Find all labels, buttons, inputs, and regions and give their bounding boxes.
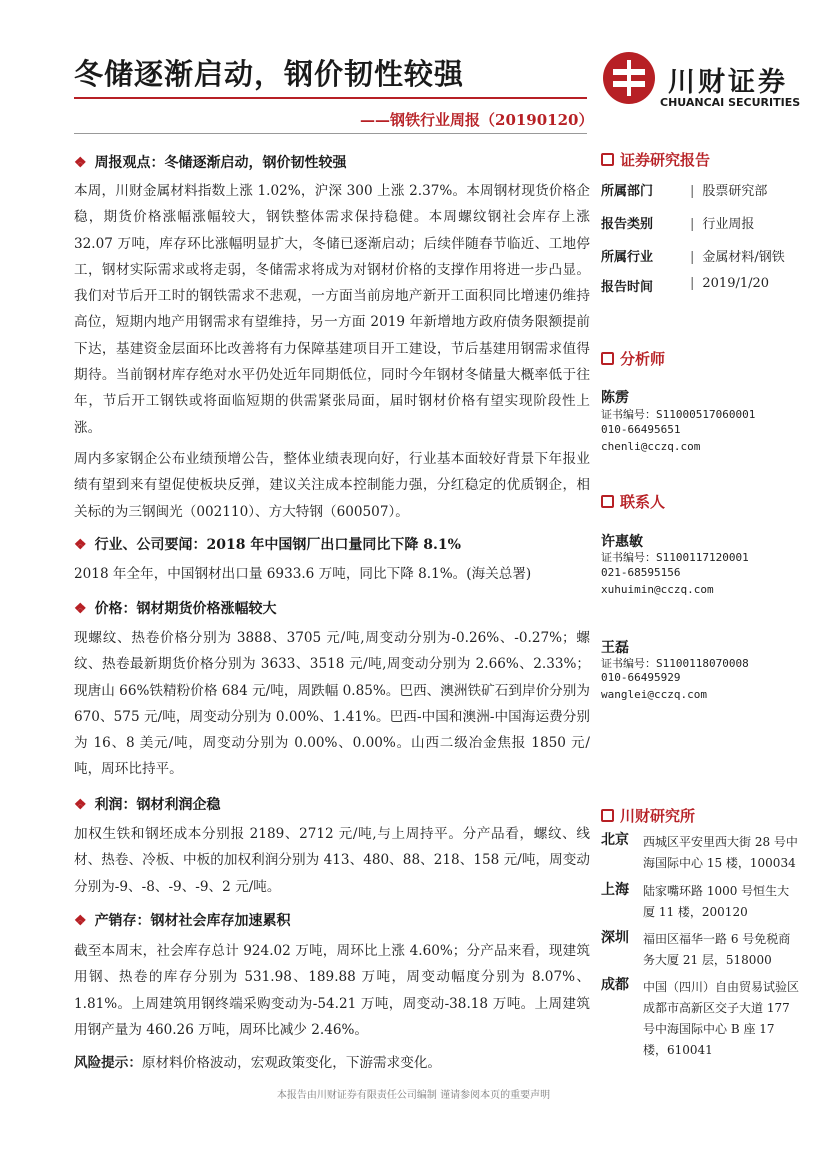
contact-email[interactable]: xuhuimin@cczq.com	[601, 583, 714, 596]
office-city: 上海	[601, 882, 629, 898]
sidebar-heading-text: 川财研究所	[620, 807, 696, 825]
paragraph-inventory: 截至本周末，社会库存总计 924.02 万吨，周环比上涨 4.60%；分产品来看，现建筑用钢、热卷的库存分别为 531.98、189.88 万吨，周变动幅度分别为 8.07%、1.81%。上周建筑用钢终端采购变动为-54.21 万吨，周变动-38.18 万吨。上周建筑用钢产量为 460.26 万吨，周环比减少 2.46%。	[74, 943, 590, 1038]
paragraph-summary-2: 周内多家钢企公布业绩预增公告，整体业绩表现向好，行业基本面较好背景下年报业绩有望到来有望促使板块反弹，建议关注成本控制能力强，分红稳定的优质钢企，相关标的为三钢闽光（002110）、方大特钢（600507）。	[74, 451, 590, 520]
meta-value: | 金属材料/钢铁	[690, 246, 785, 265]
analyst-name: 陈雳	[601, 390, 629, 406]
sidebar-heading-text: 联系人	[620, 493, 666, 511]
sidebar-heading-text: 证券研究报告	[620, 151, 711, 169]
subtitle-rule	[74, 133, 587, 134]
square-marker-icon	[601, 495, 614, 508]
sidebar-heading-report	[601, 149, 710, 170]
meta-label: 所属部门	[601, 184, 654, 199]
square-marker-icon	[601, 352, 614, 365]
meta-label: 所属行业	[601, 250, 654, 265]
brand-name: 川财证券	[668, 67, 788, 98]
analyst-email[interactable]: chenli@cczq.com	[601, 440, 701, 453]
sidebar-heading-institute	[601, 805, 695, 826]
paragraph-news: 2018 年全年，中国钢材出口量 6933.6 万吨，同比下降 8.1%。(海关总署)	[74, 566, 532, 582]
contact-cert: 证书编号：S1100118070008	[601, 657, 749, 670]
analyst-cert: 证书编号：S1100051706000​1	[601, 408, 756, 421]
section-heading-price	[74, 598, 277, 618]
contact-email[interactable]: wanglei@cczq.com	[601, 688, 707, 701]
contact-name: 许惠敏	[601, 534, 643, 550]
sidebar-heading-contact	[601, 491, 665, 512]
section-heading-text: 周报观点：冬储逐渐启动，钢价韧性较强	[94, 155, 347, 171]
meta-label: 报告时间	[601, 280, 654, 295]
title-rule	[74, 97, 587, 99]
meta-label: 报告类别	[601, 217, 654, 232]
diamond-bullet-icon: ❖	[74, 797, 87, 813]
section-heading-summary	[74, 152, 347, 172]
meta-value: | 2019/1/20	[690, 276, 769, 291]
risk-text: 原材料价格波动，宏观政策变化，下游需求变化。	[141, 1055, 442, 1071]
section-heading-news	[74, 534, 461, 554]
report-subtitle: ——钢铁行业周报（20190120）	[360, 111, 594, 129]
diamond-bullet-icon: ❖	[74, 601, 87, 617]
office-address: 西城区平安里西大街 28 号中海国际中心 15 楼，100034	[643, 835, 798, 870]
office-city: 北京	[601, 832, 629, 848]
section-heading-text: 产销存：钢材社会库存加速累积	[94, 913, 291, 929]
section-heading-profit	[74, 794, 221, 814]
diamond-bullet-icon: ❖	[74, 537, 87, 553]
meta-value: | 行业周报	[690, 213, 754, 232]
paragraph-summary-1: 本周，川财金属材料指数上涨 1.02%，沪深 300 上涨 2.37%。本周钢材现货价格企稳，期货价格涨幅涨幅较大，钢铁整体需求保持稳健。本周螺纹钢社会库存上涨 32.07 万吨，库存环比涨幅明显扩大，冬储已逐渐启动；后续伴随春节临近、工地停工，钢材实际需求或将走弱，冬储需求将成为对钢材价格的支撑作用将进一步凸显。我们对节后开工时的钢铁需求不悲观，一方面当前房地产新开工面积同比增速仍维持高位，短期内地产用钢需求有望维持，另一方面 2019 年新增地方政府债务限额提前下达，基建资金层面环比改善将有力保障基建项目开工建设，节后基建用钢需求值得期待。当前钢材库存绝对水平仍处近年同期低位，同时今年钢材冬储量大概率低于往年，节后开工钢铁或将面临短期的供需紧张局面，届时钢材价格有望实现阶段性上涨。	[74, 183, 590, 436]
risk-warning	[74, 1051, 441, 1071]
diamond-bullet-icon: ❖	[74, 155, 87, 171]
sidebar-heading-text: 分析师	[620, 350, 666, 368]
section-heading-inventory	[74, 910, 291, 930]
office-city: 深圳	[601, 930, 629, 946]
section-heading-text: 利润：钢材利润企稳	[94, 797, 221, 813]
report-title: 冬储逐渐启动，钢价韧性较强	[74, 57, 465, 91]
square-marker-icon	[601, 809, 614, 822]
office-address: 陆家嘴环路 1000 号恒生大厦 11 楼，200120	[643, 884, 790, 919]
contact-name: 王磊	[601, 640, 629, 656]
diamond-bullet-icon: ❖	[74, 913, 87, 929]
risk-label: 风险提示：	[74, 1055, 142, 1071]
office-address: 福田区福华一路 6 号免税商务大厦 21 层，518000	[643, 932, 791, 967]
analyst-phone: 010-66495651	[601, 423, 681, 436]
section-heading-text: 价格：钢材期货价格涨幅较大	[94, 601, 277, 617]
contact-cert: 证书编号：S1100117120001	[601, 551, 749, 564]
paragraph-profit: 加权生铁和钢坯成本分别报 2189、2712 元/吨,与上周持平。分产品看，螺纹、线材、热卷、冷板、中板的加权利润分别为 413、480、88、218、158 元/吨，周变动分别为-9、-8、-9、-9、2 元/吨。	[74, 826, 590, 895]
office-address: 中国（四川）自由贸易试验区成都市高新区交子大道 177 号中海国际中心 B 座 17 楼，610041	[643, 980, 800, 1057]
company-logo-icon	[603, 52, 655, 104]
square-marker-icon	[601, 153, 614, 166]
office-city: 成都	[601, 977, 629, 993]
contact-phone: 010-66495929	[601, 671, 681, 684]
paragraph-price: 现螺纹、热卷价格分别为 3888、3705 元/吨,周变动分别为-0.26%、-0.27%；螺纹、热卷最新期货价格分别为 3633、3518 元/吨,周变动分别为 2.66%、2.33%；现唐山 66%铁精粉价格 684 元/吨，周跌幅 0.85%。巴西、澳洲铁矿石到岸价分别为 670、575 元/吨，周变动分别为 0.00%、1.41%。巴西-中国和澳洲-中国海运费分别为 16、8 美元/吨，周变动分别为 0.00%、0.00%。山西二级冶金焦报 1850 元/吨，周环比持平。	[74, 630, 590, 778]
contact-phone: 021-68595156	[601, 566, 681, 579]
brand-name-en: CHUANCAI SECURITIES	[660, 96, 801, 109]
meta-value: | 股票研究部	[690, 180, 767, 199]
section-heading-text: 行业、公司要闻：2018 年中国钢厂出口量同比下降 8.1%	[94, 537, 461, 553]
sidebar-heading-analyst	[601, 348, 665, 369]
footer-disclaimer: 本报告由川财证券有限责任公司编制 谨请参阅本页的重要声明	[276, 1090, 551, 1101]
